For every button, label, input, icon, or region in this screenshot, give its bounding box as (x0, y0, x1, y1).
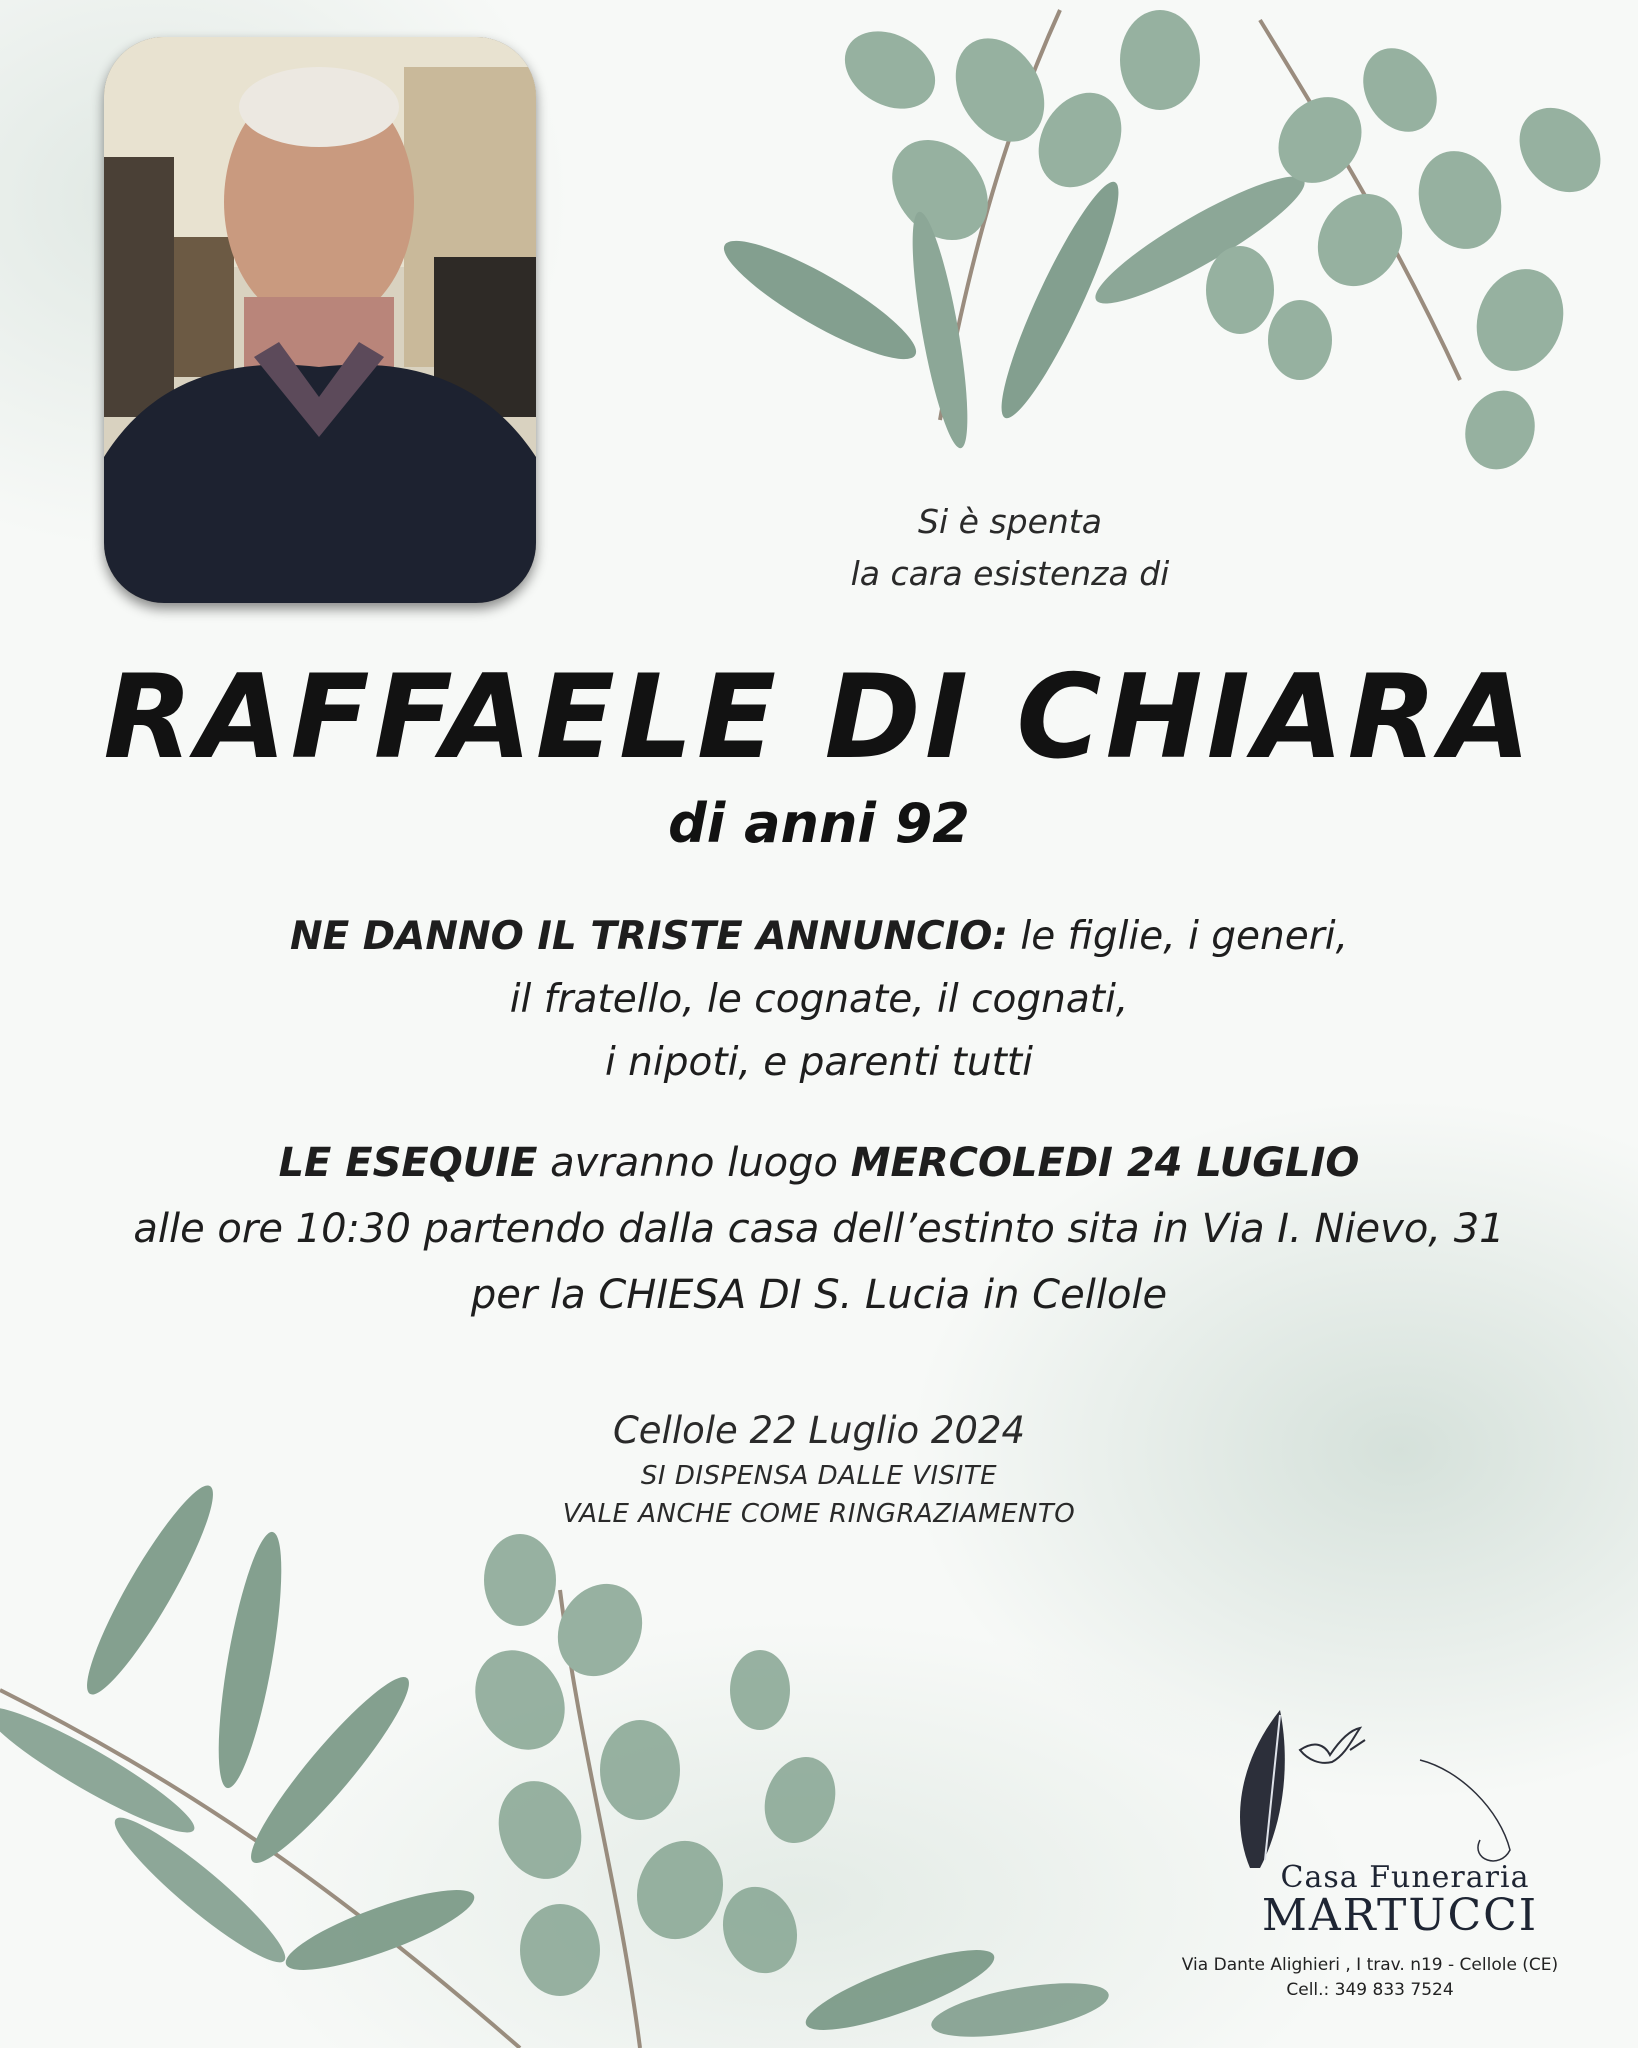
intro-text (670, 496, 1350, 600)
eucalyptus-branch-icon (640, 0, 1638, 520)
portrait-photo (104, 37, 536, 603)
announcement-lead: NE DANNO IL TRISTE ANNUNCIO: (289, 914, 1009, 959)
funeral-home-phone: Cell.: 349 833 7524 (1286, 1980, 1454, 2000)
funeral-home-address: Via Dante Alighieri , I trav. n19 - Cellole (CE) (1181, 1955, 1559, 1975)
dove-icon (1290, 1720, 1370, 1780)
funeral-lead: LE ESEQUIE (278, 1140, 538, 1186)
portrait-image (104, 37, 536, 603)
funeral-home-line-1: Casa Funeraria (1280, 1860, 1530, 1895)
funeral-home-logo (1170, 1700, 1570, 2030)
deceased-age: di anni 92 (668, 792, 970, 855)
feather-icon (1170, 1700, 1570, 1870)
announcement-line-2: il fratello, le cognate, il cognati, (509, 977, 1129, 1022)
announcement-line-3: i nipoti, e parenti tutti (604, 1040, 1034, 1085)
announcement-line-1 (0, 905, 1638, 968)
announcement-line-1-rest: le figlie, i generi, (1008, 914, 1349, 959)
funeral-date: MERCOLEDI 24 LUGLIO (850, 1140, 1360, 1186)
funeral-line-2: alle ore 10:30 partendo dalla casa dell’estinto sita in Via I. Nievo, 31 (133, 1206, 1505, 1252)
announcement-block (0, 905, 1638, 1094)
funeral-line-3: per la CHIESA DI S. Lucia in Cellole (470, 1272, 1168, 1318)
funeral-block (0, 1130, 1638, 1328)
deceased-name: RAFFAELE DI CHIARA (103, 650, 1535, 785)
closing-note-1: SI DISPENSA DALLE VISITE (640, 1461, 998, 1491)
closing-note-2: VALE ANCHE COME RINGRAZIAMENTO (562, 1499, 1076, 1529)
closing-date: Cellole 22 Luglio 2024 (612, 1409, 1026, 1452)
intro-line-1: Si è spenta (918, 502, 1102, 541)
funeral-line-1 (0, 1130, 1638, 1196)
closing-block (0, 1405, 1638, 1533)
funeral-home-name: MARTUCCI (1261, 1890, 1539, 1941)
intro-line-2: la cara esistenza di (850, 554, 1170, 593)
eucalyptus-branch-icon (0, 1470, 1150, 2048)
funeral-mid: avranno luogo (537, 1140, 851, 1186)
